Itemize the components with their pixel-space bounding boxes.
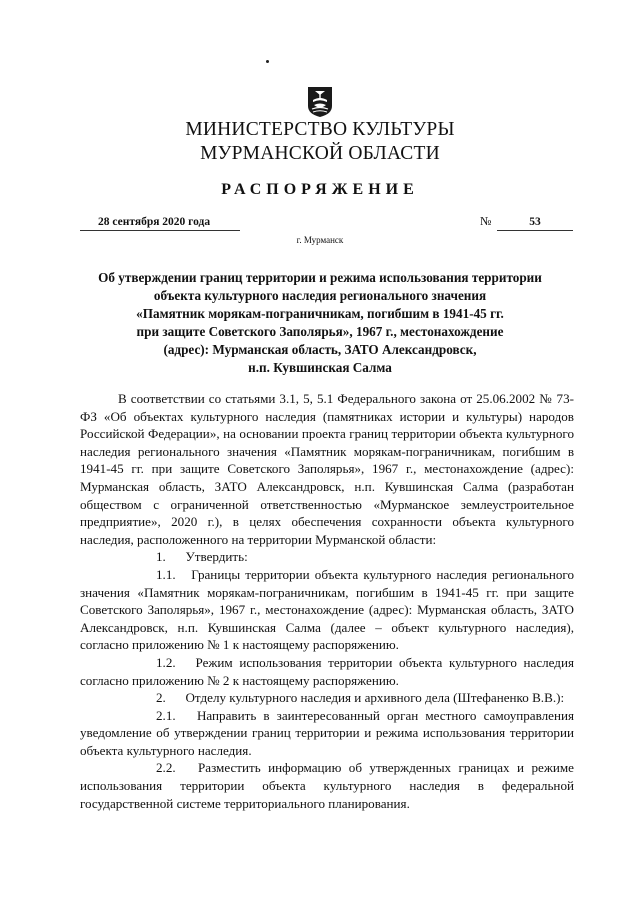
item-number: 2. [156,690,166,706]
item-1-1 [80,566,574,654]
order-date: 28 сентября 2020 года [80,215,240,231]
item-1-2 [80,654,574,689]
preamble-paragraph: В соответствии со статьями 3.1, 5, 5.1 Федерального закона от 25.06.2002 № 73-ФЗ «Об объектах культурного наследия (памятниках истории и культуры) народов Российской Федерации», на основании проекта границ территории объекта культурного наследия регионального значения «Памятник морякам-пограничникам, погибшим в 1941-45 гг. при защите Советского Заполярья», 1967 г., местонахождение (адрес): Мурманская область, ЗАТО Александровск, н.п. Кувшинская Салма (разработан обществом с ограниченной ответственностью «Мурманское землеустроительное предприятие», 2020 г.), в целях обеспечения сохранности объекта культурного наследия, расположенного на территории Мурманской области: [80,391,574,547]
ministry-line-1: МИНИСТЕРСТВО КУЛЬТУРЫ [185,119,455,140]
item-text: Направить в заинтересованный орган местного самоуправления уведомление об утверждении границ территории и режима использования территории объекта культурного наследия. [80,707,575,758]
item-2-2 [80,759,574,812]
document-body [80,390,574,812]
title-line: «Памятник морякам-пограничникам, погибшим в 1941-45 гг. [136,306,504,321]
order-number: 53 [497,215,573,231]
item-2-1 [80,707,574,760]
title-line: при защите Советского Заполярья», 1967 г., местонахождение [136,324,504,339]
ministry-line-2: МУРМАНСКОЙ ОБЛАСТИ [200,143,440,164]
document-title [72,269,568,377]
title-line: объекта культурного наследия регионального значения [153,288,487,303]
item-number: 2.2. [156,760,176,776]
item-2 [80,689,574,707]
order-title: РАСПОРЯЖЕНИЕ [221,181,419,198]
item-text: Границы территории объекта культурного наследия регионального значения «Памятник морякам-пограничникам, погибшим в 1941-45 гг. при защите Советского Заполярья», 1967 г., местонахождение (адрес): Мурманская область, ЗАТО Александровск, н.п. Кувшинская Салма (далее – объект культурного наследия), согласно приложению № 1 к настоящему распоряжению. [80,566,574,653]
order-number-label: № [480,214,492,228]
item-number: 1.2. [156,654,176,670]
item-number: 2.1. [156,707,176,723]
item-text: Разместить информацию об утвержденных границах и режиме использования территории объекта культурного наследия в федеральной государственной системе территориального планирования. [80,760,574,811]
scan-dot [266,60,269,63]
item-number: 1. [156,549,166,565]
item-text: Отделу культурного наследия и архивного дела (Штефаненко В.В.): [185,690,565,706]
item-text: Утвердить: [185,549,248,565]
title-line: Об утверждении границ территории и режима использования территории [98,270,542,285]
item-text: Режим использования территории объекта культурного наследия согласно приложению № 2 к настоящему распоряжению. [80,654,574,688]
item-1 [80,548,574,566]
title-line: н.п. Кувшинская Салма [248,360,392,375]
title-line: (адрес): Мурманская область, ЗАТО Александровск, [163,342,477,357]
order-city: г. Мурманск [296,235,344,245]
coat-of-arms-icon [307,86,333,118]
item-number: 1.1. [156,566,176,582]
ministry-name [0,118,640,166]
